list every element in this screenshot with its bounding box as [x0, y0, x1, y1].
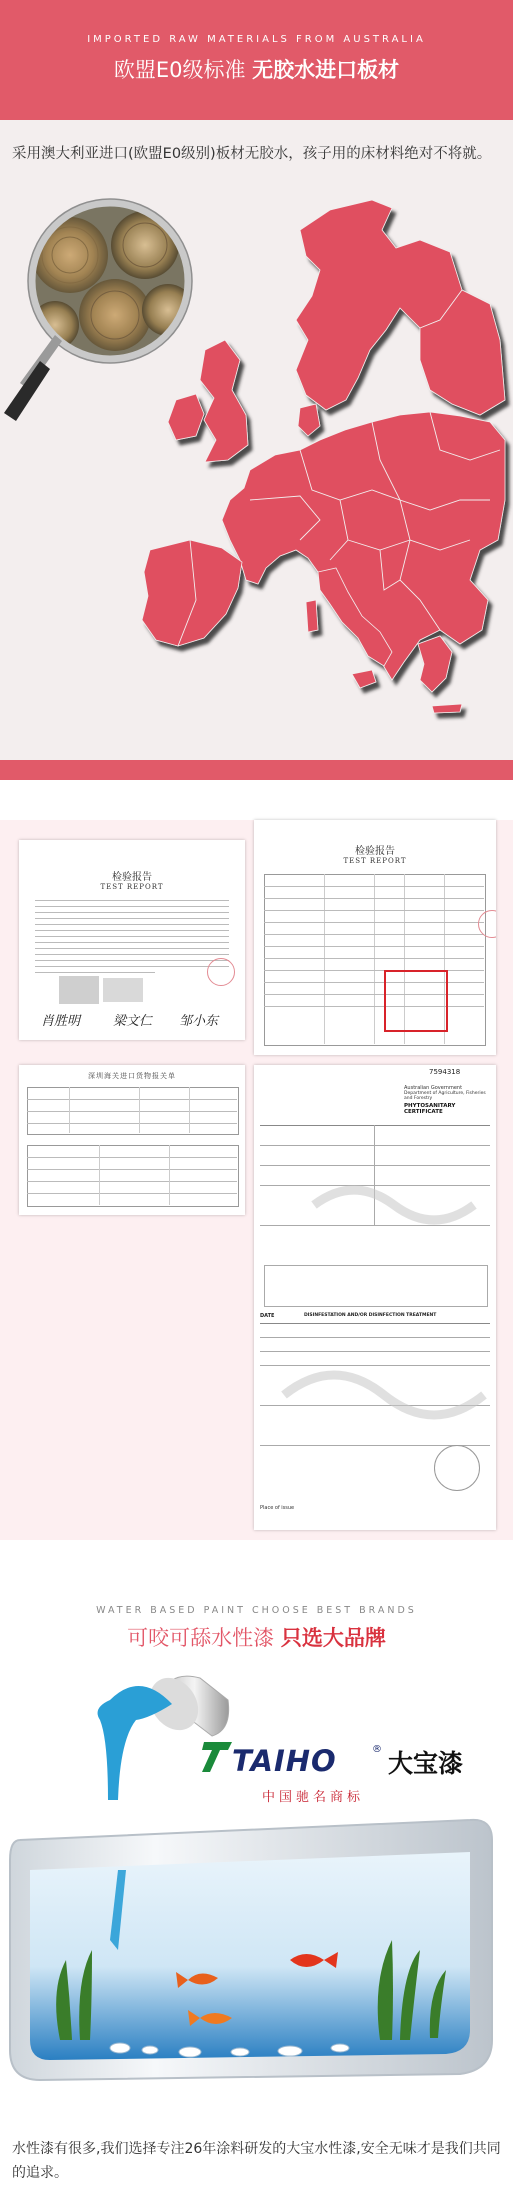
department-name: Department of Agriculture, Fisheries and Forestry [404, 1091, 486, 1101]
paint-title-part1: 可咬可舔水性漆 [127, 1626, 275, 1650]
brand-chinese-name: 大宝漆 [388, 1749, 464, 1778]
greece-shape [418, 636, 452, 692]
certificate-number: 7594318 [429, 1068, 461, 1076]
treatment-heading: DISINFESTATION AND/OR DISINFECTION TREATMENT [304, 1313, 437, 1318]
hero-title-part2: 无胶水进口板材 [252, 58, 400, 82]
fish-tank-image [0, 1790, 513, 2120]
stamp-watermark [254, 1065, 496, 1530]
test-report-1-subtitle: TEST REPORT [100, 883, 164, 891]
intro-text: 采用澳大利亚进口(欧盟E0级别)板材无胶水，孩子用的床材料绝对不将就。 [12, 146, 492, 162]
place-of-issue: Place of issue [260, 1505, 295, 1511]
crete-shape [432, 704, 462, 713]
government-name: Australian Government [404, 1085, 463, 1091]
results-table [264, 874, 486, 1046]
customs-declaration [19, 1065, 245, 1215]
brand-name: TAIHO [232, 1744, 337, 1778]
hero-title-part1: 欧盟E0级标准 [113, 58, 246, 82]
signature-3: 邹小东 [179, 1014, 219, 1029]
paint-title [0, 1622, 513, 1652]
test-report-2-subtitle: TEST REPORT [343, 857, 407, 865]
raw-materials-section [0, 0, 513, 780]
brand-description: 水性漆有很多,我们选择专注26年涂料研发的大宝水性漆,安全无味才是我们共同的追求。 [12, 2141, 501, 2181]
highlight-box [384, 970, 448, 1032]
product-photo [59, 976, 99, 1004]
section-bottom-strip [0, 760, 513, 780]
brand-registered-mark: ® [372, 1744, 382, 1755]
test-report-1-title: 检验报告 [112, 872, 152, 883]
official-seal [207, 958, 235, 986]
brand-trademark-text: 中国驰名商标 [262, 1790, 365, 1805]
paint-subtitle: WATER BASED PAINT CHOOSE BEST BRANDS [96, 1605, 417, 1616]
paint-stream [98, 1686, 172, 1800]
hero-subtitle: IMPORTED RAW MATERIALS FROM AUSTRALIA [87, 34, 426, 45]
customs-header: 深圳海关进口货物报关单 [88, 1072, 176, 1080]
phytosanitary-certificate [254, 1065, 496, 1530]
denmark-shape [298, 404, 320, 436]
hero-title [0, 54, 513, 84]
sicily-shape [352, 670, 376, 688]
test-report-2 [254, 820, 496, 1055]
test-report-2-title: 检验报告 [355, 846, 395, 857]
certificate-type: PHYTOSANITARY CERTIFICATE [404, 1103, 456, 1115]
test-report-1 [19, 840, 245, 1040]
taiho-logo-mark [200, 1740, 234, 1774]
signature-2: 梁文仁 [113, 1014, 153, 1029]
magnifier-handle [4, 361, 50, 421]
magnifier-wood-image [0, 185, 220, 425]
paint-title-part2: 只选大品牌 [280, 1626, 386, 1650]
sardinia-shape [306, 600, 318, 632]
signature-1: 肖胜明 [41, 1014, 81, 1029]
date-label: DATE [260, 1313, 275, 1319]
